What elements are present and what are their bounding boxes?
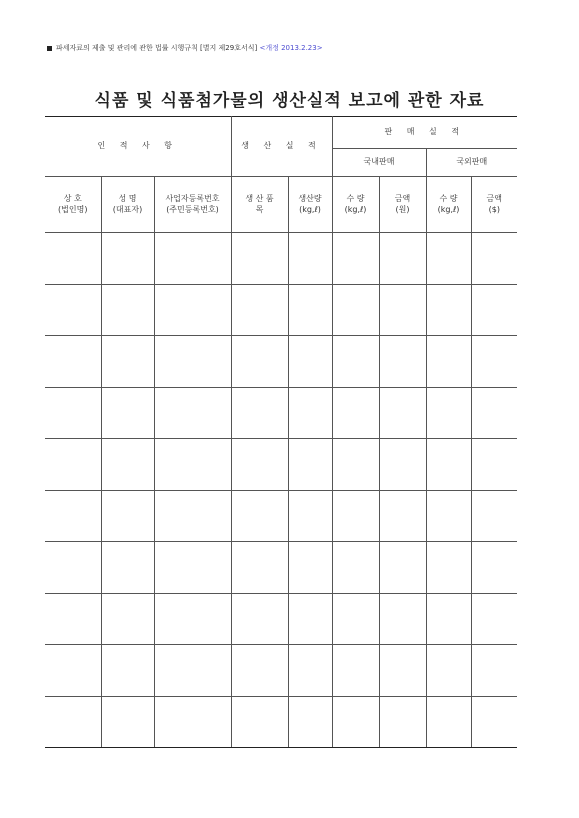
entry-cell[interactable] <box>45 336 101 388</box>
entry-cell[interactable] <box>45 696 101 748</box>
entry-cell[interactable] <box>154 490 231 542</box>
entry-cell[interactable] <box>154 284 231 336</box>
entry-cell[interactable] <box>154 645 231 697</box>
column-header-production-amount: 생산량 (kg,ℓ) <box>288 177 332 233</box>
entry-cell[interactable] <box>101 439 154 491</box>
entry-cell[interactable] <box>101 645 154 697</box>
entry-cell[interactable] <box>45 284 101 336</box>
entry-cell[interactable] <box>288 593 332 645</box>
entry-cell[interactable] <box>471 542 517 594</box>
entry-cell[interactable] <box>379 593 426 645</box>
entry-cell[interactable] <box>101 284 154 336</box>
entry-cell[interactable] <box>45 490 101 542</box>
entry-cell[interactable] <box>231 387 288 439</box>
entry-cell[interactable] <box>101 233 154 285</box>
entry-cell[interactable] <box>471 696 517 748</box>
entry-cell[interactable] <box>45 542 101 594</box>
entry-cell[interactable] <box>154 593 231 645</box>
entry-cell[interactable] <box>154 233 231 285</box>
personal-info-header: 인 적 사 항 <box>45 117 231 177</box>
column-header-domestic-amount: 금액 (원) <box>379 177 426 233</box>
entry-cell[interactable] <box>154 542 231 594</box>
table-row <box>45 645 517 697</box>
revision-date: <개정 2013.2.23> <box>259 44 323 52</box>
column-header-foreign-quantity: 수 량 (kg,ℓ) <box>426 177 471 233</box>
entry-cell[interactable] <box>379 696 426 748</box>
form-reference-text: 파세자료의 제출 및 관리에 관한 법률 시행규칙 [별지 제29호서식] <box>56 44 258 52</box>
table-row <box>45 284 517 336</box>
entry-cell[interactable] <box>471 490 517 542</box>
table-row <box>45 233 517 285</box>
column-header-foreign-amount: 금액 ($) <box>471 177 517 233</box>
entry-cell[interactable] <box>426 696 471 748</box>
column-header-product: 생 산 품 목 <box>231 177 288 233</box>
production-report-table <box>45 116 517 748</box>
entry-cell[interactable] <box>426 284 471 336</box>
entry-cell[interactable] <box>379 490 426 542</box>
entry-cell[interactable] <box>426 645 471 697</box>
entry-cell[interactable] <box>471 387 517 439</box>
foreign-sales-header: 국외판매 <box>426 149 517 177</box>
entry-cell[interactable] <box>288 233 332 285</box>
sales-header: 판 매 실 적 <box>332 117 517 149</box>
entry-cell[interactable] <box>45 593 101 645</box>
entry-cell[interactable] <box>101 542 154 594</box>
entry-cell[interactable] <box>231 645 288 697</box>
entry-cell[interactable] <box>471 593 517 645</box>
entry-cell[interactable] <box>332 542 379 594</box>
page-title: 식품 및 식품첨가물의 생산실적 보고에 관한 자료 <box>94 91 485 111</box>
entry-cell[interactable] <box>426 233 471 285</box>
entry-cell[interactable] <box>379 233 426 285</box>
entry-cell[interactable] <box>426 593 471 645</box>
entry-cell[interactable] <box>288 645 332 697</box>
entry-cell[interactable] <box>471 439 517 491</box>
entry-cell[interactable] <box>231 439 288 491</box>
entry-cell[interactable] <box>288 387 332 439</box>
table-row <box>45 542 517 594</box>
column-header-registration-number: 사업자등록번호 (주민등록번호) <box>154 177 231 233</box>
form-reference-note <box>47 43 323 53</box>
table-row <box>45 593 517 645</box>
entry-cell[interactable] <box>45 439 101 491</box>
entry-cell[interactable] <box>45 645 101 697</box>
entry-cell[interactable] <box>332 490 379 542</box>
entry-cell[interactable] <box>231 336 288 388</box>
entry-cell[interactable] <box>45 233 101 285</box>
domestic-sales-header: 국내판매 <box>332 149 426 177</box>
entry-cell[interactable] <box>101 387 154 439</box>
entry-cell[interactable] <box>288 542 332 594</box>
entry-cell[interactable] <box>426 387 471 439</box>
entry-cell[interactable] <box>471 233 517 285</box>
entry-cell[interactable] <box>332 696 379 748</box>
entry-cell[interactable] <box>288 336 332 388</box>
table-row <box>45 490 517 542</box>
entry-cell[interactable] <box>154 439 231 491</box>
entry-cell[interactable] <box>101 336 154 388</box>
entry-cell[interactable] <box>101 593 154 645</box>
entry-cell[interactable] <box>471 284 517 336</box>
entry-cell[interactable] <box>332 233 379 285</box>
entry-cell[interactable] <box>379 336 426 388</box>
entry-cell[interactable] <box>154 696 231 748</box>
table-row <box>45 387 517 439</box>
entry-cell[interactable] <box>332 439 379 491</box>
table-row <box>45 439 517 491</box>
entry-cell[interactable] <box>332 645 379 697</box>
entry-cell[interactable] <box>426 336 471 388</box>
entry-cell[interactable] <box>332 593 379 645</box>
entry-cell[interactable] <box>231 490 288 542</box>
column-header-name: 성 명 (대표자) <box>101 177 154 233</box>
entry-cell[interactable] <box>379 645 426 697</box>
entry-cell[interactable] <box>332 387 379 439</box>
column-header-domestic-quantity: 수 량 (kg,ℓ) <box>332 177 379 233</box>
entry-cell[interactable] <box>288 439 332 491</box>
data-rows <box>45 233 517 748</box>
production-header: 생 산 실 적 <box>231 117 332 177</box>
entry-cell[interactable] <box>332 284 379 336</box>
entry-cell[interactable] <box>231 593 288 645</box>
entry-cell[interactable] <box>426 439 471 491</box>
entry-cell[interactable] <box>154 387 231 439</box>
entry-cell[interactable] <box>231 696 288 748</box>
entry-cell[interactable] <box>426 490 471 542</box>
entry-cell[interactable] <box>379 439 426 491</box>
entry-cell[interactable] <box>101 490 154 542</box>
entry-cell[interactable] <box>154 336 231 388</box>
entry-cell[interactable] <box>471 645 517 697</box>
table-row <box>45 336 517 388</box>
entry-cell[interactable] <box>332 336 379 388</box>
entry-cell[interactable] <box>45 387 101 439</box>
entry-cell[interactable] <box>379 284 426 336</box>
entry-cell[interactable] <box>231 284 288 336</box>
entry-cell[interactable] <box>231 233 288 285</box>
entry-cell[interactable] <box>231 542 288 594</box>
column-header-company: 상 호 (법인명) <box>45 177 101 233</box>
table-row <box>45 696 517 748</box>
entry-cell[interactable] <box>426 542 471 594</box>
entry-cell[interactable] <box>288 490 332 542</box>
entry-cell[interactable] <box>379 542 426 594</box>
entry-cell[interactable] <box>288 284 332 336</box>
entry-cell[interactable] <box>101 696 154 748</box>
entry-cell[interactable] <box>379 387 426 439</box>
entry-cell[interactable] <box>288 696 332 748</box>
entry-cell[interactable] <box>471 336 517 388</box>
square-bullet-icon <box>47 46 52 51</box>
